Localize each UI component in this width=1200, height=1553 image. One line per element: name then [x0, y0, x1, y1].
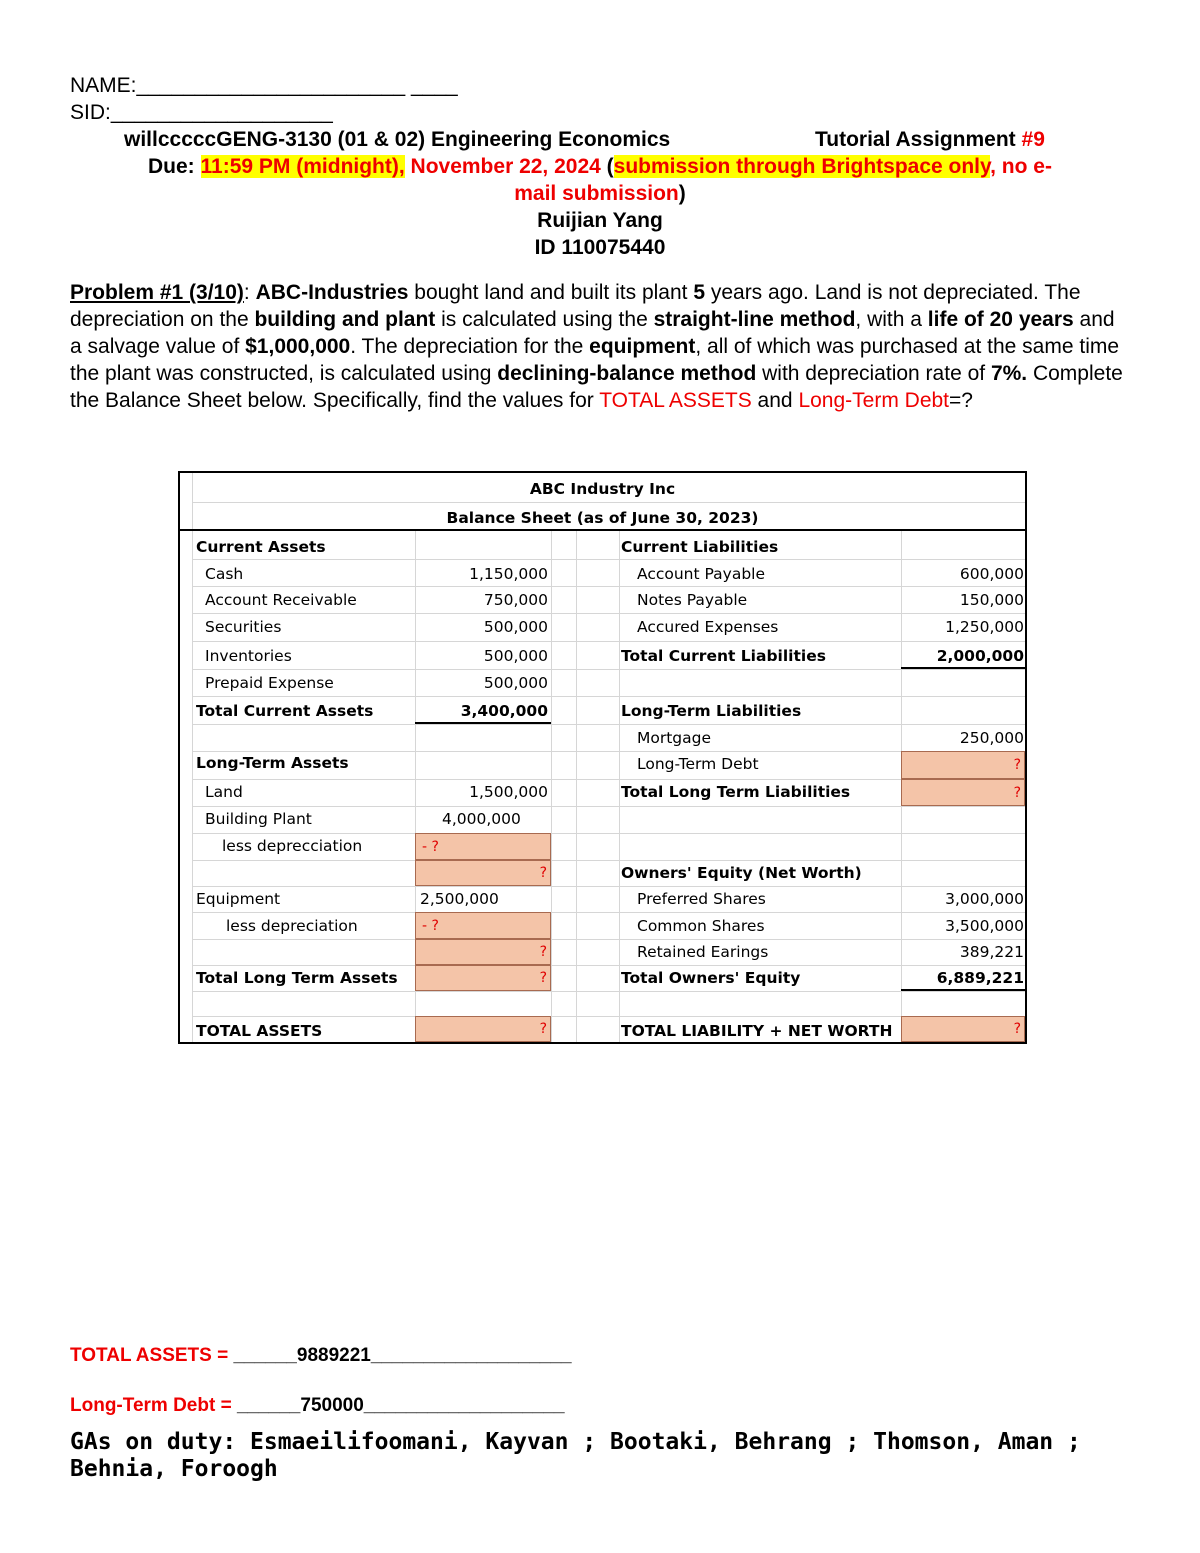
problem-t1: bought land and built its plant — [408, 281, 694, 304]
total-assets-q: ? — [539, 1021, 547, 1037]
total-assets-label: TOTAL ASSETS — [196, 1022, 323, 1040]
tltl-input[interactable] — [901, 779, 1025, 806]
submission-note: submission through Brightspace only — [613, 155, 991, 178]
current-liab-header: Current Liabilities — [621, 538, 779, 556]
tcl-label: Total Current Liabilities — [621, 647, 826, 665]
tlta-q: ? — [539, 970, 547, 986]
retained-label: Retained Earings — [637, 943, 769, 961]
tlta-input[interactable] — [415, 965, 551, 991]
land-value: 1,500,000 — [469, 783, 548, 801]
problem-t7: , all of which was purchased at the same time the plant was constructed, is calculated using — [70, 335, 1120, 385]
eq-dep-input[interactable] — [415, 912, 551, 939]
equipment-label: Equipment — [196, 890, 281, 908]
name-field: NAME:_______________________ ____ — [70, 74, 458, 97]
securities-value: 500,000 — [483, 618, 548, 636]
ltd-q: ? — [1013, 757, 1021, 773]
building-plant-label: Building Plant — [205, 810, 312, 828]
sheet-company: ABC Industry Inc — [529, 480, 676, 498]
problem-t11: =? — [949, 389, 973, 412]
problem-t5: and a salvage value of — [70, 308, 1115, 358]
lt-assets-header: Long-Term Assets — [196, 754, 349, 772]
tltl-label: Total Long Term Liabilities — [621, 783, 851, 801]
ltd-label: Long-Term Debt — [637, 755, 759, 773]
land-label: Land — [205, 783, 243, 801]
declining-balance: declining-balance method — [497, 362, 757, 385]
problem-t9: Complete the Balance Sheet below. Specifically, find the values for — [70, 362, 1123, 412]
ltd-answer-value[interactable]: 750000 — [300, 1395, 364, 1416]
ltd-post: ___________________ — [363, 1395, 565, 1416]
student-name: Ruijian Yang — [537, 209, 663, 232]
np-label: Notes Payable — [637, 591, 748, 609]
eq-net-input[interactable] — [415, 939, 551, 965]
tlta-label: Total Long Term Assets — [196, 969, 398, 987]
assignment-title — [815, 126, 1045, 153]
eq-dep-label: less depreciation — [226, 917, 358, 935]
ta-answer-value[interactable]: 9889221 — [296, 1345, 371, 1366]
securities-label: Securities — [205, 618, 282, 636]
assignment-label: Tutorial Assignment — [815, 128, 1022, 151]
ar-label: Account Receivable — [205, 591, 357, 609]
total-assets-input[interactable] — [415, 1016, 551, 1042]
tcl-value: 2,000,000 — [936, 647, 1024, 665]
ap-label: Account Payable — [637, 565, 766, 583]
mortgage-label: Mortgage — [637, 729, 712, 747]
building-plant: building and plant — [254, 308, 436, 331]
paren-open: ( — [606, 155, 614, 178]
student-id: ID 110075440 — [534, 236, 666, 259]
ar-value: 750,000 — [483, 591, 548, 609]
pref-label: Preferred Shares — [637, 890, 766, 908]
problem-t10: and — [751, 389, 799, 412]
gas-on-duty: GAs on duty: Esmaeilifoomani, Kayvan ; Bootaki, Behrang ; Thomson, Aman ; Behnia, Foroogh — [70, 1429, 1081, 1482]
np-value: 150,000 — [959, 591, 1024, 609]
bp-dep-input[interactable] — [415, 833, 551, 860]
tca-value: 3,400,000 — [460, 702, 548, 720]
building-plant-value: 4,000,000 — [442, 810, 521, 828]
pref-value: 3,000,000 — [945, 890, 1024, 908]
paren-close: ) — [678, 182, 686, 205]
tltl-q: ? — [1013, 785, 1021, 801]
assignment-number: #9 — [1021, 128, 1045, 151]
ta-pre: ______ — [233, 1345, 297, 1366]
ae-value: 1,250,000 — [945, 618, 1024, 636]
common-label: Common Shares — [637, 917, 765, 935]
answer-total-assets — [70, 1345, 572, 1367]
salvage: $1,000,000 — [245, 335, 351, 358]
years: 5 — [693, 281, 705, 304]
prepaid-value: 500,000 — [483, 674, 548, 692]
eq-dep-q: - ? — [422, 918, 439, 934]
total-assets-ref: TOTAL ASSETS — [599, 389, 752, 412]
equipment: equipment — [589, 335, 696, 358]
life: life of 20 years — [927, 308, 1074, 331]
cash-value: 1,150,000 — [469, 565, 548, 583]
total-liab-label: TOTAL LIABILITY + NET WORTH — [621, 1022, 893, 1040]
problem-t6: . The depreciation for the — [350, 335, 590, 358]
problem-colon: : — [243, 281, 256, 304]
retained-value: 389,221 — [959, 943, 1024, 961]
due-line-2 — [0, 180, 1200, 207]
problem-t3: is calculated using the — [435, 308, 654, 331]
company-name: ABC-Industries — [255, 281, 409, 304]
toe-label: Total Owners' Equity — [621, 969, 801, 987]
total-liab-q: ? — [1013, 1021, 1021, 1037]
course-title: willcccccGENG-3130 (01 & 02) Engineering Economics — [124, 128, 671, 151]
ae-label: Accured Expenses — [637, 618, 779, 636]
due-date: November 22, 2024 — [404, 155, 607, 178]
bp-dep-label: less deprecciation — [222, 837, 363, 855]
eq-net-q: ? — [539, 944, 547, 960]
toe-value: 6,889,221 — [936, 969, 1024, 987]
ap-value: 600,000 — [959, 565, 1024, 583]
rate: 7%. — [990, 362, 1028, 385]
answer-ltd — [70, 1395, 565, 1417]
due-line — [0, 153, 1200, 180]
equipment-value: 2,500,000 — [420, 890, 499, 908]
problem-t2: years ago. Land is not depreciated. The depreciation on the — [70, 281, 1081, 331]
ltd-input[interactable] — [901, 751, 1025, 779]
cash-label: Cash — [205, 565, 244, 583]
problem-text — [70, 279, 1130, 414]
due-time: 11:59 PM (midnight), — [200, 155, 405, 178]
common-value: 3,500,000 — [945, 917, 1024, 935]
balance-sheet — [178, 471, 1027, 1044]
problem-t8: with depreciation rate of — [756, 362, 991, 385]
inventories-value: 500,000 — [483, 647, 548, 665]
mortgage-value: 250,000 — [959, 729, 1024, 747]
sheet-title: Balance Sheet (as of June 30, 2023) — [446, 509, 759, 527]
ltd-answer-label: Long-Term Debt = — [70, 1395, 237, 1416]
submission-rest: , no e- — [990, 155, 1052, 178]
due-label: Due: — [148, 155, 195, 178]
problem-title: Problem #1 (3/10) — [70, 281, 244, 304]
lt-liab-header: Long-Term Liabilities — [621, 702, 802, 720]
ltd-ref: Long-Term Debt — [798, 389, 950, 412]
total-liab-input[interactable] — [901, 1016, 1025, 1042]
prepaid-label: Prepaid Expense — [205, 674, 334, 692]
ta-answer-label: TOTAL ASSETS = — [70, 1345, 234, 1366]
inventories-label: Inventories — [205, 647, 292, 665]
bp-dep-q: - ? — [422, 839, 439, 855]
straight-line: straight-line method — [653, 308, 856, 331]
oe-header: Owners' Equity (Net Worth) — [621, 864, 862, 882]
submission-rest-2: mail submission — [514, 182, 679, 205]
current-assets-header: Current Assets — [196, 538, 326, 556]
tca-label: Total Current Assets — [196, 702, 374, 720]
sid-field: SID:___________________ — [70, 101, 333, 124]
ltd-pre: ______ — [236, 1395, 301, 1416]
bp-net-q: ? — [539, 865, 547, 881]
ta-post: ___________________ — [370, 1345, 572, 1366]
bp-net-input[interactable] — [415, 860, 551, 886]
problem-t4: , with a — [855, 308, 928, 331]
